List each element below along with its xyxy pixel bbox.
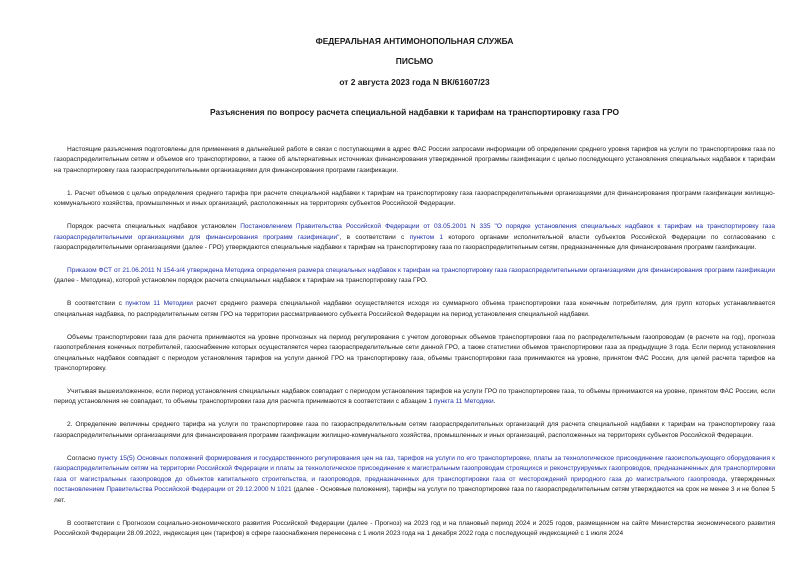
document-link[interactable]: Постановлением Правительства Российской Федерации от 03.05.2001 N 335 "О порядке установления специальных надбавок к тарифам на транспортировку газа газораспределительными организациями для финансирования программ газификации" (54, 223, 775, 241)
paragraph-text: Порядок расчета специальных надбавок установлен (67, 223, 241, 231)
paragraph-text: . (493, 398, 496, 406)
body-paragraph (54, 299, 775, 320)
paragraph-text: 2. Определение величины среднего тарифа на услуги по транспортировке газа по газораспределительным сетям газораспределительных организаций для расчета специальной надбавки к тарифам на транспортировку газа газораспределительными организациями для финансирования программ газификации жилищно-коммунального хозяйства, промышленных и иных организаций, расположенных на территориях субъектов Российской Федерации. (54, 421, 775, 439)
body-paragraph (54, 266, 775, 287)
body-paragraph (54, 420, 775, 441)
paragraph-text: Настоящие разъяснения подготовлены для применения в дальнейшей работе в связи с поступающими в адрес ФАС России запросами информации об определении среднего уровня тарифов на услуги по транспортировке газа по газораспределительным сетям и объемов его транспортировки, а также об альтернативных источниках финансирования утвержденной программы газификации с целью последующего установления специальных надбавок к тарифам на транспортировку газа газораспределительными организациями для финансирования программ газификации. (54, 146, 775, 174)
paragraph-text: (далее - Методика), которой установлен порядок расчета специальных надбавок к тарифам на транспортировку газа ГРО. (54, 277, 428, 285)
document-link[interactable]: пункту 15(5) Основных положений формирования и государственного регулирования цен на газ, тарифов на услуги по его транспортировке, платы за технологическое присоединение газоиспользующего оборудования к газораспределительным сетям на территории Российской Федерации и платы за технологическое присоединение к магистральным газопроводам строящихся и реконструируемых газопроводов, предназначенных для транспортировки газа от магистральных газопроводов до объектов капитального строительства, и газопроводов, предназначенных для транспортировки газа от месторождений природного газа до магистрального газопровода (54, 454, 775, 483)
paragraph-text: которого органами исполнительной власти субъектов Российской Федерации по согласованию с газораспределительными организациями (далее - ГРО) утверждаются специальные надбавки к тарифам на транспортировку газа по газораспределительным сетям, предназначенные для финансирования программ газификации. (54, 233, 775, 252)
paragraph-text: 1. Расчет объемов с целью определения среднего тарифа при расчете специальной надбавки к тарифам на транспортировку газа газораспределительными организациями для финансирования программ газификации жилищно-коммунального хозяйства, промышленных и иных организаций, расположенных на территориях субъектов Российской Федерации. (54, 189, 775, 208)
body-paragraph (54, 145, 775, 176)
document-link[interactable]: пунктом 11 Методики (125, 300, 193, 308)
document-date-number: от 2 августа 2023 года N ВК/61607/23 (339, 77, 490, 87)
document-link[interactable]: Приказом ФСТ от 21.06.2011 N 154-э/4 утверждена Методика определения размера специальных надбавок к тарифам на транспортировку газа газораспределительными организациями для финансирования программ газификации (67, 267, 775, 275)
paragraph-text: (далее - Основные положения), тарифы на услуги по транспортировке газа по газораспределительным сетям утверждаются на срок не менее 3 и не более 5 лет. (54, 486, 775, 504)
agency-title: ФЕДЕРАЛЬНАЯ АНТИМОНОПОЛЬНАЯ СЛУЖБА (315, 36, 514, 46)
body-paragraph (54, 222, 775, 253)
document-subject: Разъяснения по вопросу расчета специальной надбавки к тарифам на транспортировку газа ГРО (210, 107, 619, 117)
paragraph-text: В соответствии с Прогнозом социально-экономического развития Российской Федерации (далее - Прогноз) на 2023 год и на плановый период 2024 и 2025 годов, размещенном на сайте Министерства экономического развития Российской Федерации 28.09.2022, индексация цен (тарифов) в сфере газоснабжения перенесена с 1 июля 2023 года на 1 декабря 2022 года с последующей индексацией с 1 июля 2024 (54, 519, 775, 537)
paragraph-text: расчет среднего размера специальной надбавки осуществляется исходя из суммарного объема транспортировки газа конечным потребителям, для групп которых устанавливается специальная надбавка, по распределительным сетям ГРО на территории рассматриваемого субъекта Российской Федерации на период установления специальной надбавки. (54, 300, 775, 318)
paragraph-text: , утвержденных (725, 475, 776, 483)
document-kind: ПИСЬМО (395, 56, 434, 66)
document-link[interactable]: пунктом 1 (409, 233, 444, 241)
body-paragraph (54, 333, 775, 375)
paragraph-text: Согласно (67, 454, 98, 462)
paragraph-text: Учитывая вышеизложенное, если период установления специальных надбавок совпадает с периодом установления тарифов на услуги ГРО по транспортировке газа, то объемы принимаются на уровне, принятом ФАС России, если период установления не совпадает, то объемы транспортировки газа для расчета принимаются в соответствии с абзацем 1 (54, 388, 775, 406)
body-paragraph (54, 519, 775, 540)
document-link[interactable]: постановлением Правительства Российской Федерации от 29.12.2000 N 1021 (54, 486, 292, 494)
document-link[interactable]: пункта 11 Методики (433, 398, 494, 406)
body-paragraph (54, 387, 775, 408)
document-body (54, 145, 775, 539)
paragraph-text: В соответствии с (67, 300, 126, 308)
body-paragraph (54, 189, 775, 210)
body-paragraph (54, 454, 775, 506)
paragraph-text: Объемы транспортировки газа для расчета принимаются на уровне прогнозных на период регулирования с учетом договорных объемов транспортировки газа по распределительным газопроводам (в расчете на год), прогноза газопотребления конечных потребителей, газоснабжение которых осуществляется через газораспределительные сети данной ГРО, а также статистики объемов транспортировки газа за предыдущие 3 года. Если период установления специальных надбавок совпадает с периодом установления тарифов на услуги данной ГРО на транспортировку газа, объемы транспортировки газа принимаются на уровне, принятом ФАС России, для целей расчета тарифов на транспортировку. (54, 333, 775, 373)
paragraph-text: , в соответствии с (339, 233, 410, 241)
